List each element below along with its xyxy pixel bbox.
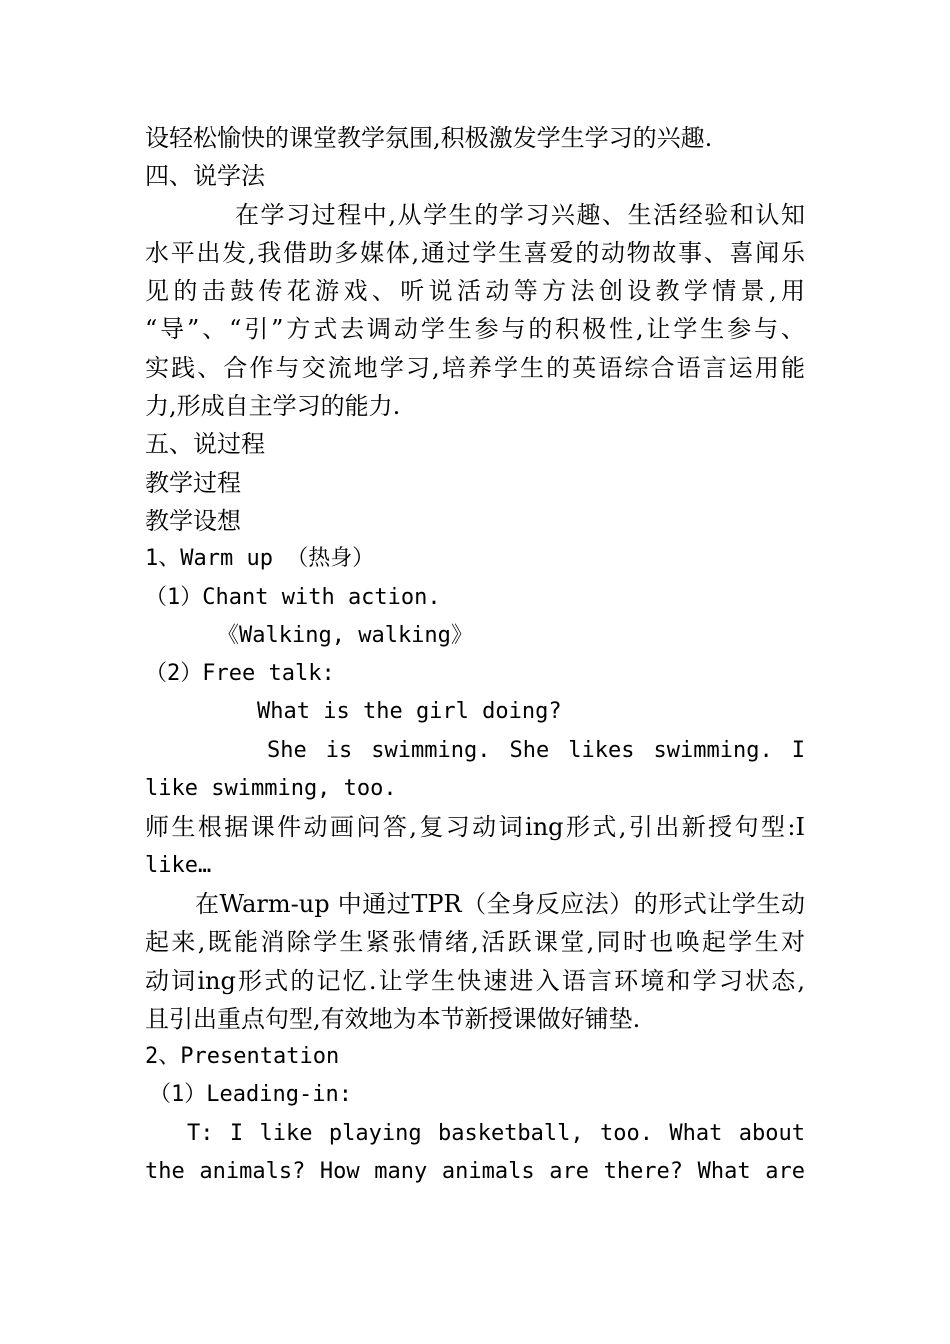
text-line: 且引出重点句型,有效地为本节新授课做好铺垫.	[145, 1004, 641, 1033]
text-line: 实践、合作与交流地学习,培养学生的英语综合语言运用能	[145, 353, 805, 382]
text-line: 在Warm-up 中通过TPR（全身反应法）的形式让学生动	[195, 889, 805, 918]
text-line: 在学习过程中,从学生的学习兴趣、生活经验和认知	[235, 200, 805, 229]
text-line: （2）Free talk:	[145, 661, 335, 687]
text-line: What is the girl doing?	[257, 699, 562, 725]
subheading: 2、Presentation	[145, 1044, 340, 1070]
text-line: the animals? How many animals are there? What are	[145, 1159, 805, 1185]
section-heading: 五、说过程	[145, 430, 265, 459]
text-line: （1）Leading-in:	[149, 1082, 352, 1108]
text-line: 设轻松愉快的课堂教学氛围,积极激发学生学习的兴趣.	[145, 124, 713, 152]
text-line: “导”、“引”方式去调动学生参与的积极性,让学生参与、	[145, 315, 805, 344]
text-line: 教学设想	[145, 506, 241, 535]
text-line: 教学过程	[145, 468, 241, 497]
text-line: She is swimming. She likes swimming. I	[267, 737, 805, 763]
text-line: 起来,既能消除学生紧张情绪,活跃课堂,同时也唤起学生对	[145, 928, 805, 957]
text-line: 动词ing形式的记忆.让学生快速进入语言环境和学习状态,	[145, 966, 805, 995]
text-line: like swimming, too.	[145, 776, 397, 802]
section-heading: 四、说学法	[145, 162, 265, 191]
text-line: 《Walking, walking》	[217, 622, 473, 648]
text-line: 师生根据课件动画问答,复习动词ing形式,引出新授句型:I	[145, 813, 805, 842]
text-line: like…	[145, 852, 212, 878]
text-line: 水平出发,我借助多媒体,通过学生喜爱的动物故事、喜闻乐	[145, 238, 805, 267]
text-line: 力,形成自主学习的能力.	[145, 392, 401, 421]
document-body	[145, 119, 805, 1191]
text-line: 见的击鼓传花游戏、听说活动等方法创设教学情景,用	[145, 277, 805, 306]
subheading: 1、Warm up （热身）	[145, 546, 375, 572]
text-line: T: I like playing basketball, too. What about	[187, 1120, 805, 1146]
text-line: （1）Chant with action.	[145, 584, 441, 610]
